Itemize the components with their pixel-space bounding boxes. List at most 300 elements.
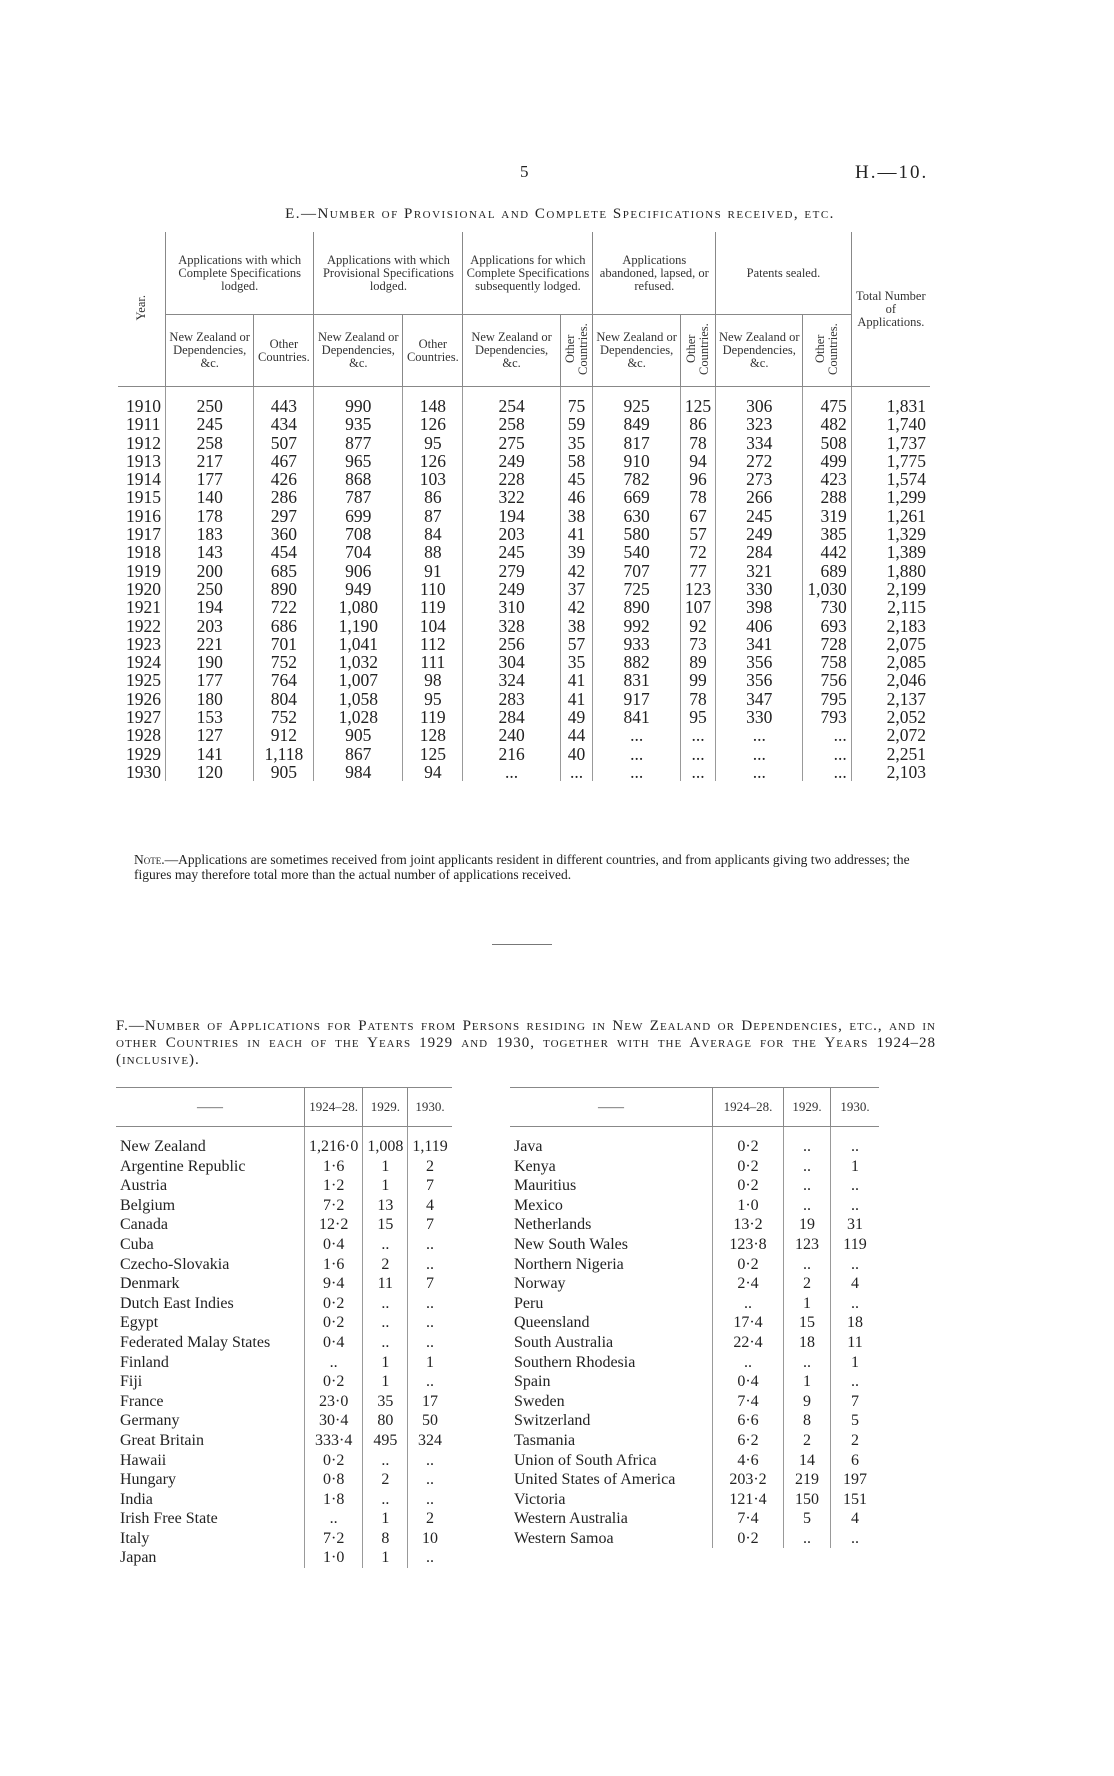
year-1929-header: 1929.: [784, 1088, 831, 1127]
table-cell: 22·4: [713, 1333, 784, 1353]
table-cell: 0·2: [713, 1529, 784, 1549]
table-cell: 1: [363, 1509, 408, 1529]
table-cell: ..: [426, 1373, 435, 1391]
table-cell: 704: [314, 543, 403, 561]
table-cell: 88: [403, 543, 463, 561]
table-cell: ..: [363, 1333, 408, 1353]
table-cell: 1: [426, 1353, 435, 1371]
table-row: [118, 507, 930, 525]
table-f-left-body: [116, 1127, 452, 1569]
table-cell: ..: [426, 1294, 435, 1312]
table-cell: 725: [593, 580, 680, 598]
country-name: India: [116, 1490, 305, 1510]
table-cell: ..: [784, 1529, 831, 1549]
table-cell: ...: [593, 763, 680, 781]
table-row: [118, 690, 930, 708]
table-cell: 356: [716, 671, 803, 689]
table-row: [118, 525, 930, 543]
table-cell: ...: [593, 745, 680, 763]
table-cell: 1,880: [886, 560, 926, 581]
table-cell: 19: [784, 1215, 831, 1235]
sub-header-other: Other Countries.: [560, 315, 593, 387]
table-f-title: F.—Number of Applications for Patents from Persons residing in New Zealand or Dependencies, etc., and in other Countries in each of the Years 1929 and 1930, together with the Average for the Years 1924–28 (inclusive).: [116, 1018, 936, 1068]
table-cell: 126: [403, 452, 463, 470]
table-cell: 110: [403, 580, 463, 598]
table-cell: 194: [166, 598, 254, 616]
table-cell: 250: [166, 580, 254, 598]
country-name: Tasmania: [510, 1431, 713, 1451]
table-cell: 328: [463, 617, 560, 635]
list-item: [510, 1451, 879, 1471]
table-cell: 1: [363, 1548, 408, 1568]
country-name: Mauritius: [510, 1176, 713, 1196]
country-name: New Zealand: [116, 1127, 305, 1157]
table-cell: 906: [314, 562, 403, 580]
table-cell: 699: [314, 507, 403, 525]
table-cell: 2: [363, 1255, 408, 1275]
document-reference: H.—10.: [855, 162, 929, 183]
list-item: [116, 1157, 452, 1177]
table-cell: ..: [426, 1314, 435, 1332]
list-item: [510, 1509, 879, 1529]
table-cell: 442: [803, 543, 851, 561]
table-cell: 984: [314, 763, 403, 781]
table-cell: 868: [314, 470, 403, 488]
year-1930-header: 1930.: [831, 1088, 880, 1127]
country-name: Great Britain: [116, 1431, 305, 1451]
table-cell: 1·6: [305, 1255, 363, 1275]
group-header: Applications abandoned, lapsed, or refused.: [593, 232, 716, 315]
table-cell: 279: [463, 562, 560, 580]
table-cell: 203: [166, 617, 254, 635]
table-cell: 1,740: [886, 414, 926, 435]
list-item: [116, 1313, 452, 1333]
table-cell: 178: [166, 507, 254, 525]
table-cell: 249: [716, 525, 803, 543]
country-name: Hawaii: [116, 1451, 305, 1471]
table-cell: 910: [593, 452, 680, 470]
table-cell: ..: [363, 1490, 408, 1510]
sub-header-nz: New Zealand or Dependencies, &c.: [593, 315, 680, 387]
table-cell: 333·4: [305, 1431, 363, 1451]
table-cell: 925: [593, 387, 680, 416]
table-cell: 123: [784, 1235, 831, 1255]
table-cell: ...: [803, 763, 851, 781]
page-number: 5: [520, 162, 529, 181]
table-cell: 9: [784, 1392, 831, 1412]
table-cell: 150: [784, 1490, 831, 1510]
country-name: Norway: [510, 1274, 713, 1294]
table-cell: 2·4: [713, 1274, 784, 1294]
table-cell: 107: [680, 598, 715, 616]
table-cell: 94: [680, 452, 715, 470]
country-name: Northern Nigeria: [510, 1255, 713, 1275]
table-cell: ...: [716, 726, 803, 744]
table-cell: 1,118: [254, 745, 314, 763]
table-cell: 0·2: [713, 1176, 784, 1196]
table-cell: 782: [593, 470, 680, 488]
table-row: [118, 415, 930, 433]
table-cell: 39: [560, 543, 593, 561]
list-item: [510, 1470, 879, 1490]
table-cell: 203·2: [713, 1470, 784, 1490]
sub-header-other: Other Countries.: [680, 315, 715, 387]
country-name: Netherlands: [510, 1215, 713, 1235]
table-cell: 7·2: [305, 1529, 363, 1549]
table-cell: 284: [463, 708, 560, 726]
country-name: Federated Malay States: [116, 1333, 305, 1353]
country-header: ——: [510, 1088, 713, 1127]
year-header: Year.: [118, 232, 166, 387]
table-cell: 89: [680, 653, 715, 671]
sub-header-other: Other Countries.: [803, 315, 851, 387]
table-cell: 119: [403, 598, 463, 616]
table-cell: 917: [593, 690, 680, 708]
table-cell: 8: [363, 1529, 408, 1549]
list-item: [510, 1490, 879, 1510]
table-cell: 180: [166, 690, 254, 708]
table-cell: 286: [254, 488, 314, 506]
table-cell: 795: [803, 690, 851, 708]
table-cell: 127: [166, 726, 254, 744]
table-cell: ..: [784, 1353, 831, 1373]
table-cell: 141: [166, 745, 254, 763]
table-cell: 254: [463, 387, 560, 416]
table-cell: 2,046: [886, 670, 926, 691]
table-cell: 10: [422, 1529, 439, 1547]
table-cell: 98: [403, 671, 463, 689]
table-cell: ...: [680, 726, 715, 744]
table-cell: 44: [560, 726, 593, 744]
table-cell: 507: [254, 434, 314, 452]
table-cell: 304: [463, 653, 560, 671]
table-cell: 7: [426, 1216, 435, 1234]
table-row: [118, 562, 930, 580]
year-cell: 1916: [118, 507, 166, 525]
table-row: [118, 763, 930, 781]
year-cell: 1926: [118, 690, 166, 708]
table-cell: 1: [784, 1294, 831, 1314]
table-f-right-body: [510, 1127, 879, 1549]
table-cell: 125: [680, 387, 715, 416]
country-name: New South Wales: [510, 1235, 713, 1255]
table-cell: 540: [593, 543, 680, 561]
table-cell: 272: [716, 452, 803, 470]
table-cell: 6·2: [713, 1431, 784, 1451]
table-cell: 306: [716, 387, 803, 416]
table-cell: 324: [463, 671, 560, 689]
table-cell: 249: [463, 452, 560, 470]
year-cell: 1927: [118, 708, 166, 726]
list-item: [116, 1431, 452, 1451]
table-cell: 990: [314, 387, 403, 416]
table-cell: 86: [680, 415, 715, 433]
country-name: Finland: [116, 1353, 305, 1373]
table-cell: 31: [847, 1216, 863, 1234]
table-cell: 1,028: [314, 708, 403, 726]
table-cell: ..: [426, 1333, 435, 1351]
table-cell: 78: [680, 488, 715, 506]
table-cell: ..: [784, 1157, 831, 1177]
table-cell: 1·0: [713, 1196, 784, 1216]
table-cell: 1,299: [886, 487, 926, 508]
sub-header-nz: New Zealand or Dependencies, &c.: [716, 315, 803, 387]
country-name: Egypt: [116, 1313, 305, 1333]
table-cell: 701: [254, 635, 314, 653]
table-cell: 221: [166, 635, 254, 653]
table-e-title: E.—Number of Provisional and Complete Specifications received, etc.: [285, 206, 835, 222]
table-cell: 9·4: [305, 1274, 363, 1294]
table-cell: 1: [363, 1353, 408, 1373]
table-cell: ..: [363, 1313, 408, 1333]
list-item: [116, 1235, 452, 1255]
table-cell: 1,737: [886, 432, 926, 453]
table-cell: 42: [560, 562, 593, 580]
year-cell: 1929: [118, 745, 166, 763]
table-cell: 722: [254, 598, 314, 616]
table-cell: ..: [363, 1235, 408, 1255]
table-cell: 11: [847, 1333, 863, 1351]
table-cell: 2,103: [886, 761, 926, 782]
table-cell: 41: [560, 671, 593, 689]
total-header: Total Number of Applications.: [851, 232, 930, 387]
table-cell: 669: [593, 488, 680, 506]
table-cell: 323: [716, 415, 803, 433]
table-cell: 119: [843, 1235, 867, 1253]
table-cell: 151: [843, 1490, 867, 1508]
country-name: Peru: [510, 1294, 713, 1314]
table-cell: 1: [851, 1353, 859, 1371]
average-header: 1924–28.: [713, 1088, 784, 1127]
list-item: [510, 1333, 879, 1353]
table-cell: 219: [784, 1470, 831, 1490]
country-name: Czecho-Slovakia: [116, 1255, 305, 1275]
country-name: Spain: [510, 1372, 713, 1392]
table-cell: ..: [363, 1451, 408, 1471]
sub-header-nz: New Zealand or Dependencies, &c.: [166, 315, 254, 387]
table-cell: 0·4: [713, 1372, 784, 1392]
table-cell: 882: [593, 653, 680, 671]
table-cell: 1: [363, 1157, 408, 1177]
table-cell: 42: [560, 598, 593, 616]
table-cell: 1: [851, 1157, 859, 1175]
table-cell: 13: [363, 1196, 408, 1216]
table-cell: ...: [803, 745, 851, 763]
year-cell: 1928: [118, 726, 166, 744]
table-cell: ..: [784, 1176, 831, 1196]
table-cell: 258: [166, 434, 254, 452]
table-cell: 434: [254, 415, 314, 433]
table-row: [118, 671, 930, 689]
table-cell: 508: [803, 434, 851, 452]
table-cell: 475: [803, 387, 851, 416]
country-name: Fiji: [116, 1372, 305, 1392]
table-cell: 38: [560, 507, 593, 525]
table-cell: 275: [463, 434, 560, 452]
table-cell: 190: [166, 653, 254, 671]
list-item: [116, 1451, 452, 1471]
table-cell: 482: [803, 415, 851, 433]
table-cell: 1,329: [886, 524, 926, 545]
table-cell: 890: [593, 598, 680, 616]
table-cell: ...: [560, 763, 593, 781]
table-cell: 0·2: [713, 1255, 784, 1275]
year-cell: 1920: [118, 580, 166, 598]
year-cell: 1913: [118, 452, 166, 470]
list-item: [510, 1294, 879, 1314]
table-cell: 992: [593, 617, 680, 635]
table-cell: 183: [166, 525, 254, 543]
list-item: [510, 1196, 879, 1216]
table-cell: 630: [593, 507, 680, 525]
table-cell: 95: [403, 690, 463, 708]
table-cell: 258: [463, 415, 560, 433]
list-item: [510, 1215, 879, 1235]
group-header: Applications with which Complete Specifications lodged.: [166, 232, 314, 315]
table-cell: 1: [784, 1372, 831, 1392]
table-cell: 57: [680, 525, 715, 543]
table-cell: ..: [851, 1177, 859, 1195]
table-cell: 398: [716, 598, 803, 616]
table-cell: 67: [680, 507, 715, 525]
list-item: [510, 1411, 879, 1431]
table-cell: 250: [166, 387, 254, 416]
table-cell: 758: [803, 653, 851, 671]
year-cell: 1921: [118, 598, 166, 616]
table-cell: 128: [403, 726, 463, 744]
table-cell: 23·0: [305, 1392, 363, 1412]
year-cell: 1922: [118, 617, 166, 635]
table-cell: 849: [593, 415, 680, 433]
table-cell: 73: [680, 635, 715, 653]
table-cell: 330: [716, 708, 803, 726]
table-cell: 707: [593, 562, 680, 580]
table-cell: 580: [593, 525, 680, 543]
table-cell: 499: [803, 452, 851, 470]
table-cell: 4: [851, 1275, 859, 1293]
list-item: [510, 1431, 879, 1451]
table-cell: 2: [851, 1431, 859, 1449]
list-item: [510, 1127, 879, 1157]
year-cell: 1923: [118, 635, 166, 653]
country-name: Union of South Africa: [510, 1451, 713, 1471]
table-cell: ...: [803, 726, 851, 744]
table-row: [118, 598, 930, 616]
list-item: [116, 1548, 452, 1568]
table-cell: 1,032: [314, 653, 403, 671]
table-cell: 266: [716, 488, 803, 506]
table-cell: 5: [784, 1509, 831, 1529]
list-item: [116, 1392, 452, 1412]
group-header: Patents sealed.: [716, 232, 851, 315]
table-cell: 935: [314, 415, 403, 433]
country-name: Denmark: [116, 1274, 305, 1294]
table-cell: 177: [166, 671, 254, 689]
table-cell: 140: [166, 488, 254, 506]
table-cell: ..: [426, 1235, 435, 1253]
table-cell: 2,251: [886, 743, 926, 764]
table-cell: ..: [851, 1294, 859, 1312]
table-row: [118, 726, 930, 744]
year-cell: 1915: [118, 488, 166, 506]
table-cell: 347: [716, 690, 803, 708]
table-cell: ..: [784, 1127, 831, 1157]
country-name: Hungary: [116, 1470, 305, 1490]
table-cell: 321: [716, 562, 803, 580]
country-name: Irish Free State: [116, 1509, 305, 1529]
table-cell: 1,041: [314, 635, 403, 653]
country-name: Switzerland: [510, 1411, 713, 1431]
table-cell: 6·6: [713, 1411, 784, 1431]
table-cell: 319: [803, 507, 851, 525]
table-cell: ..: [426, 1471, 435, 1489]
table-cell: 94: [403, 763, 463, 781]
list-item: [510, 1176, 879, 1196]
year-cell: 1924: [118, 653, 166, 671]
country-header: ——: [116, 1088, 305, 1127]
table-cell: 125: [403, 745, 463, 763]
table-cell: 804: [254, 690, 314, 708]
table-cell: 13·2: [713, 1215, 784, 1235]
table-cell: 2,115: [887, 597, 926, 618]
table-cell: 216: [463, 745, 560, 763]
country-name: Java: [510, 1127, 713, 1157]
table-cell: 2: [784, 1431, 831, 1451]
table-row: [118, 635, 930, 653]
group-header: Applications for which Complete Specifications subsequently lodged.: [463, 232, 593, 315]
list-item: [510, 1313, 879, 1333]
table-cell: 1,389: [886, 542, 926, 563]
table-cell: 7: [426, 1177, 435, 1195]
table-cell: 4: [426, 1196, 435, 1214]
table-cell: 933: [593, 635, 680, 653]
year-1929-header: 1929.: [363, 1088, 408, 1127]
table-cell: 756: [803, 671, 851, 689]
table-row: [118, 617, 930, 635]
table-cell: 92: [680, 617, 715, 635]
table-cell: ...: [680, 763, 715, 781]
table-cell: 2,075: [886, 633, 926, 654]
table-cell: 217: [166, 452, 254, 470]
table-cell: 177: [166, 470, 254, 488]
year-cell: 1914: [118, 470, 166, 488]
table-cell: 1,058: [314, 690, 403, 708]
table-cell: 8: [784, 1411, 831, 1431]
table-cell: 0·2: [305, 1372, 363, 1392]
table-cell: ...: [680, 745, 715, 763]
country-name: Belgium: [116, 1196, 305, 1216]
table-cell: 1,775: [886, 450, 926, 471]
table-cell: 103: [403, 470, 463, 488]
table-row: [118, 543, 930, 561]
list-item: [116, 1529, 452, 1549]
table-cell: 708: [314, 525, 403, 543]
table-cell: ..: [851, 1373, 859, 1391]
table-cell: 1,080: [314, 598, 403, 616]
table-row: [118, 470, 930, 488]
table-cell: 1,261: [886, 505, 926, 526]
table-cell: ..: [305, 1509, 363, 1529]
table-cell: 5: [851, 1412, 859, 1430]
table-cell: 245: [463, 543, 560, 561]
country-name: Germany: [116, 1411, 305, 1431]
table-cell: 148: [403, 387, 463, 416]
sub-header-nz: New Zealand or Dependencies, &c.: [463, 315, 560, 387]
list-item: [116, 1274, 452, 1294]
table-cell: 284: [716, 543, 803, 561]
table-cell: 0·4: [305, 1235, 363, 1255]
table-cell: 310: [463, 598, 560, 616]
